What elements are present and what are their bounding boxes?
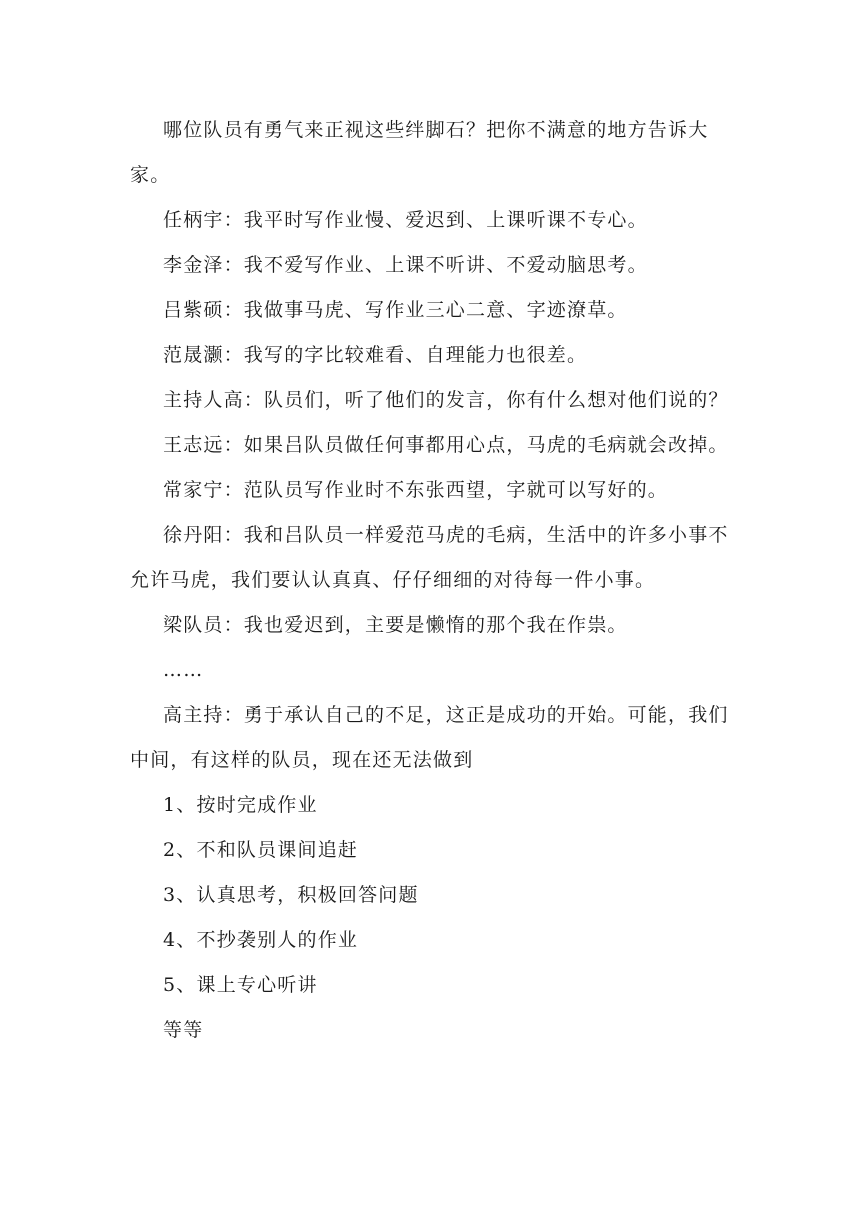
host-gao-summary: 高主持：勇于承认自己的不足，这正是成功的开始。可能，我们中间，有这样的队员，现在还无法做到 xyxy=(130,704,729,771)
speech-li-jinze: 李金泽：我不爱写作业、上课不听讲、不爱动脑思考。 xyxy=(163,254,648,276)
document-body xyxy=(130,108,730,1053)
intro-paragraph: 哪位队员有勇气来正视这些绊脚石？把你不满意的地方告诉大家。 xyxy=(130,119,709,186)
list-item: 1、按时完成作业 xyxy=(163,794,318,816)
speech-lv-zishuo: 吕紫硕：我做事马虎、写作业三心二意、字迹潦草。 xyxy=(163,299,628,321)
speech-xu-danyang: 徐丹阳：我和吕队员一样爱范马虎的毛病，生活中的许多小事不允许马虎，我们要认认真真、仔仔细细的对待每一件小事。 xyxy=(130,524,729,591)
speech-liang: 梁队员：我也爱迟到，主要是懒惰的那个我在作祟。 xyxy=(163,614,628,636)
speech-ren-bingyu: 任柄宇：我平时写作业慢、爱迟到、上课听课不专心。 xyxy=(163,209,648,231)
speech-chang-jianing: 常家宁：范队员写作业时不东张西望，字就可以写好的。 xyxy=(163,479,669,501)
list-item: 4、不抄袭别人的作业 xyxy=(163,929,359,951)
speech-host-gao: 主持人高：队员们，听了他们的发言，你有什么想对他们说的？ xyxy=(163,389,729,411)
speech-fan-shenghao: 范晟灏：我写的字比较难看、自理能力也很差。 xyxy=(163,344,588,366)
list-item: 5、课上专心听讲 xyxy=(163,974,318,996)
closing-etc: 等等 xyxy=(163,1019,204,1041)
list-item: 3、认真思考，积极回答问题 xyxy=(163,884,419,906)
ellipsis: …… xyxy=(163,659,204,681)
speech-wang-zhiyuan: 王志远：如果吕队员做任何事都用心点，马虎的毛病就会改掉。 xyxy=(163,434,729,456)
list-item: 2、不和队员课间追赶 xyxy=(163,839,359,861)
